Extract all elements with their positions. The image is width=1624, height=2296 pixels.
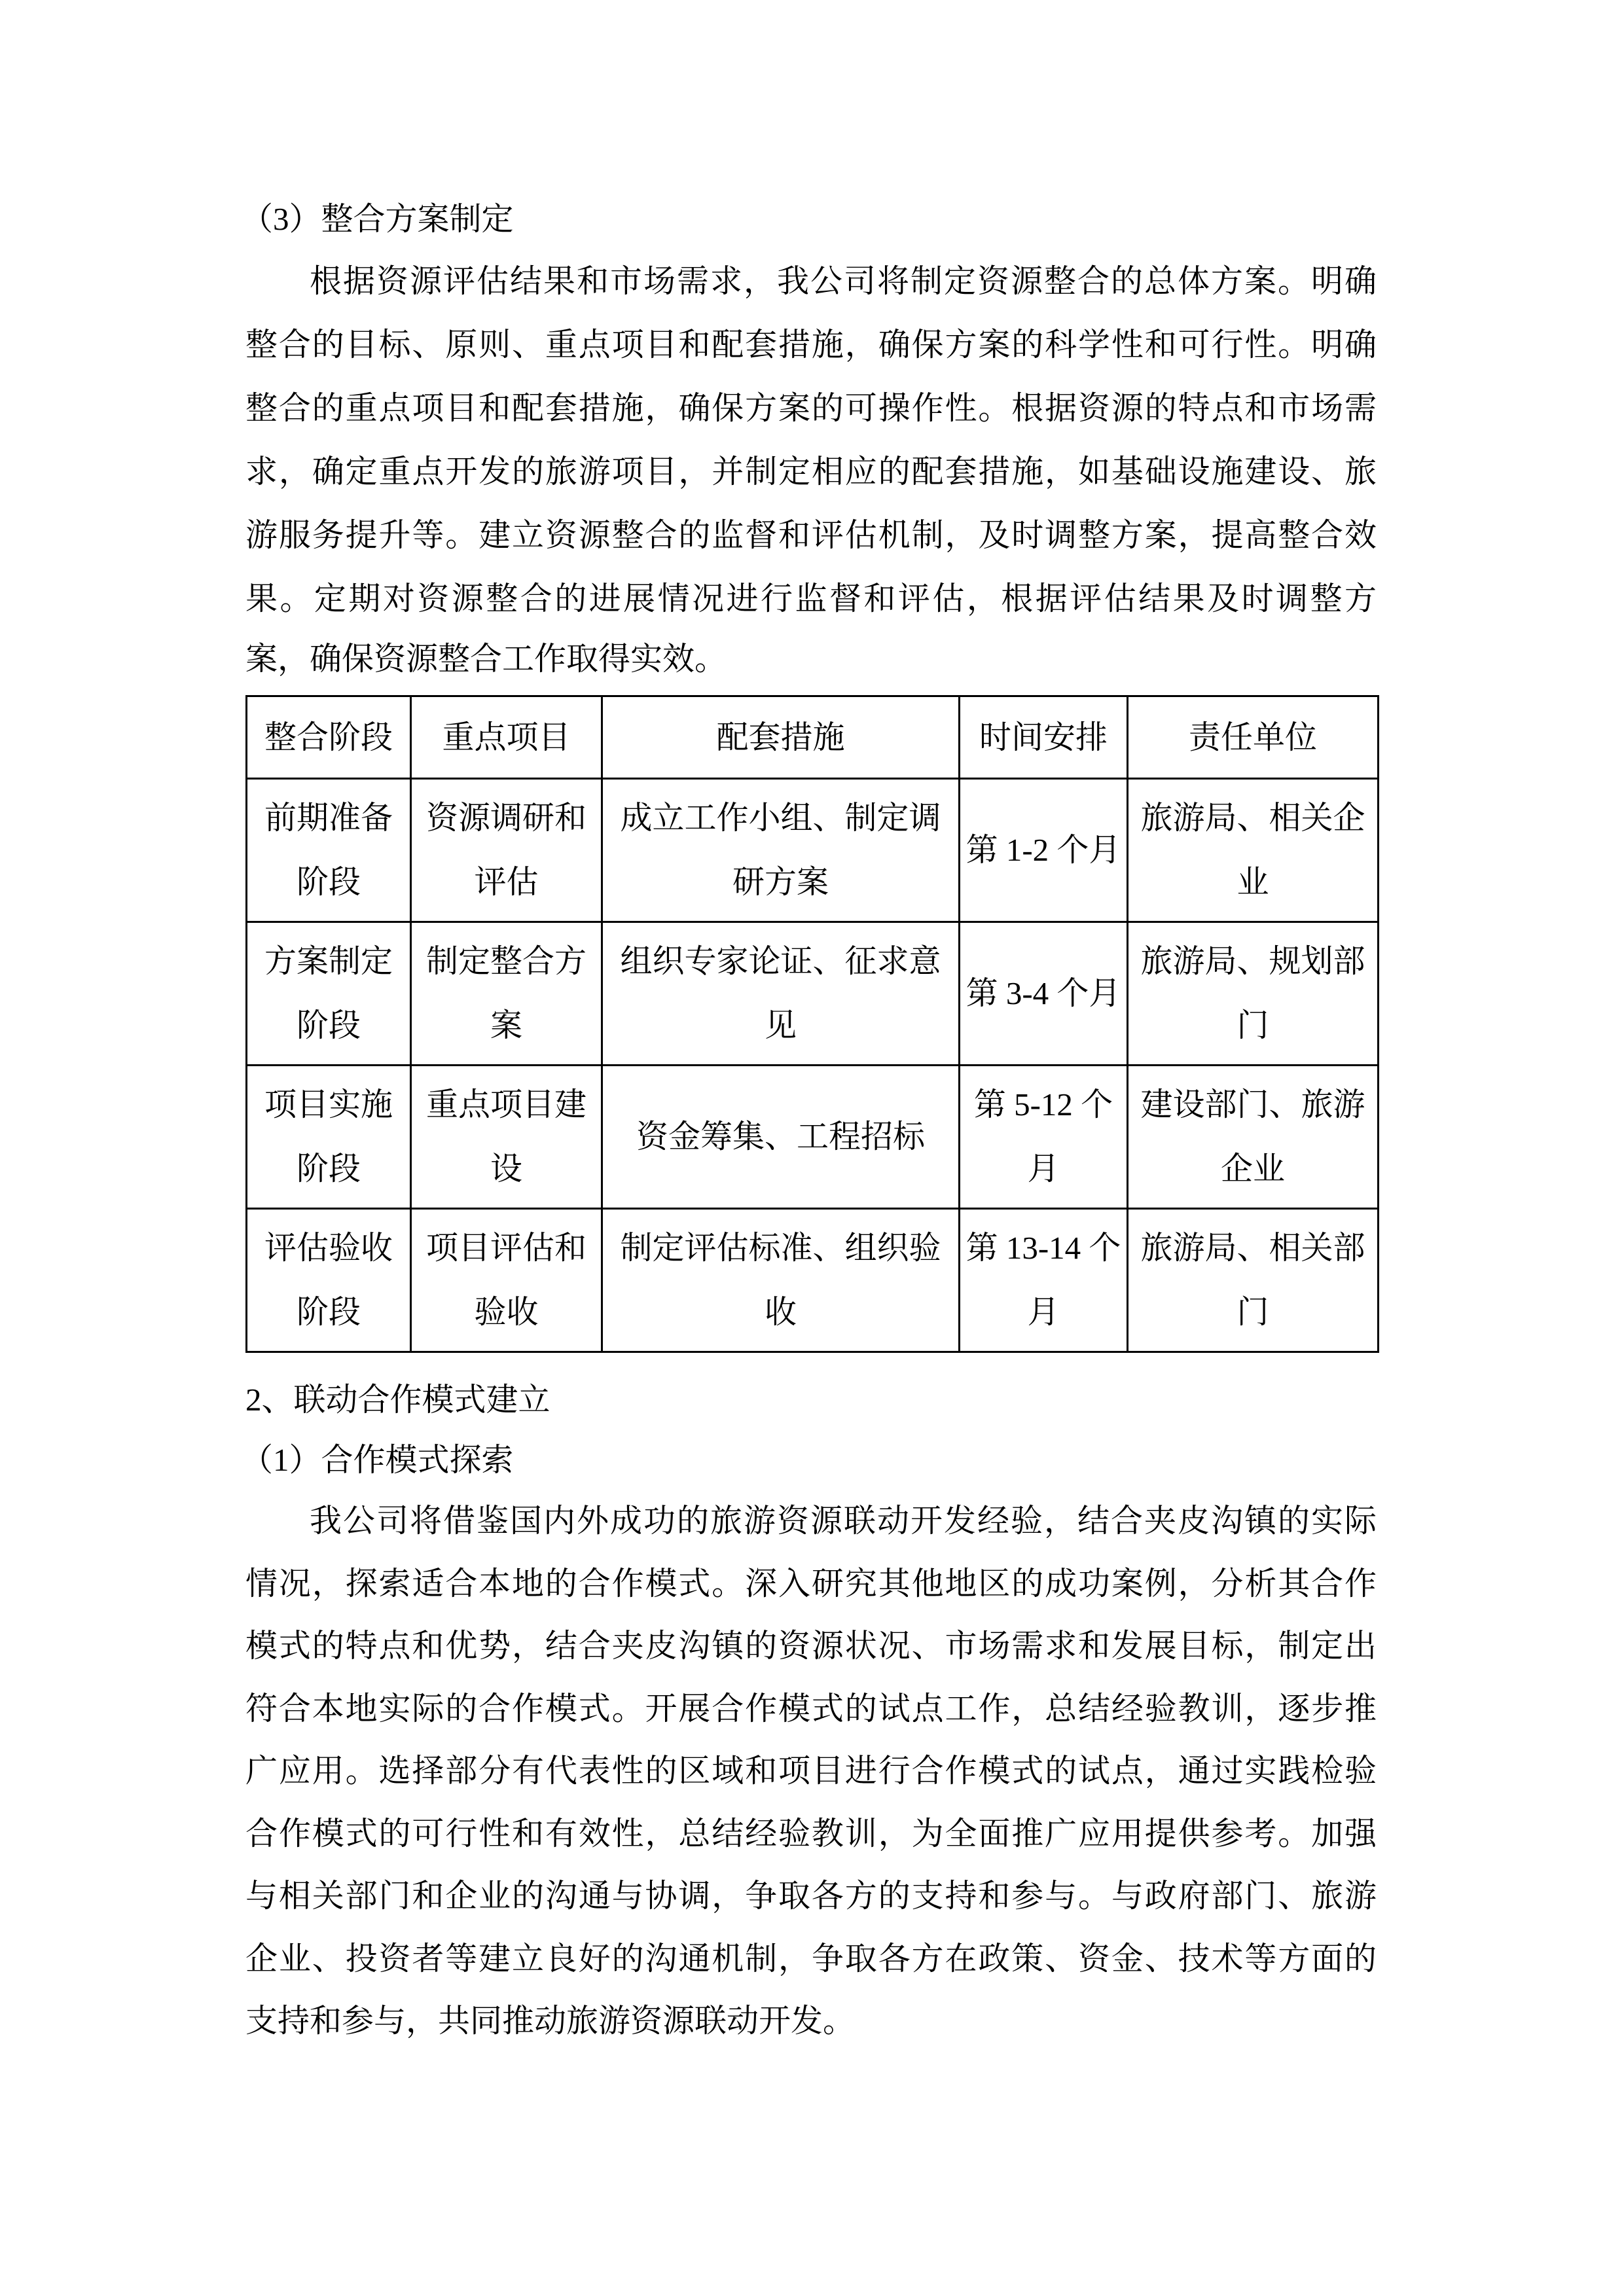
paragraph-line: 案，确保资源整合工作取得实效。 [245, 641, 727, 677]
table-cell: 前期准备 阶段 [247, 779, 411, 922]
paragraph-line: 情况，探索适合本地的合作模式。深入研究其他地区的成功案例，分析其合作 [245, 1566, 1377, 1602]
section-heading-2: 2、联动合作模式建立 [245, 1382, 550, 1418]
table-cell: 旅游局、规划部 门 [1128, 922, 1379, 1066]
table-row [247, 1066, 1379, 1209]
paragraph-line: 游服务提升等。建立资源整合的监督和评估机制，及时调整方案，提高整合效 [245, 517, 1377, 553]
table-cell: 成立工作小组、制定调 研方案 [602, 779, 960, 922]
integration-plan-table [245, 695, 1379, 1353]
table-cell: 资源调研和 评估 [411, 779, 602, 922]
table-cell: 第 13-14 个 月 [960, 1209, 1128, 1352]
table-cell: 第 1-2 个月 [960, 779, 1128, 922]
table-row [247, 779, 1379, 922]
paragraph-line: 符合本地实际的合作模式。开展合作模式的试点工作，总结经验教训，逐步推 [245, 1691, 1377, 1727]
paragraph-line: 企业、投资者等建立良好的沟通机制，争取各方在政策、资金、技术等方面的 [245, 1941, 1377, 1977]
table-row [247, 922, 1379, 1066]
table-cell: 项目实施 阶段 [247, 1066, 411, 1209]
paragraph-line: 与相关部门和企业的沟通与协调，争取各方的支持和参与。与政府部门、旅游 [245, 1878, 1377, 1914]
paragraph-line: 支持和参与，共同推动旅游资源联动开发。 [245, 2003, 856, 2039]
table-cell: 第 3-4 个月 [960, 922, 1128, 1066]
paragraph-line: 整合的目标、原则、重点项目和配套措施，确保方案的科学性和可行性。明确 [245, 327, 1377, 363]
paragraph-line: 根据资源评估结果和市场需求，我公司将制定资源整合的总体方案。明确 [310, 263, 1377, 299]
table-cell: 评估验收 阶段 [247, 1209, 411, 1352]
header-cell: 配套措施 [602, 696, 960, 779]
table-cell: 制定整合方 案 [411, 922, 602, 1066]
table-header-row [247, 696, 1379, 779]
table-cell: 重点项目建 设 [411, 1066, 602, 1209]
paragraph-line: 整合的重点项目和配套措施，确保方案的可操作性。根据资源的特点和市场需 [245, 390, 1377, 426]
table-cell: 组织专家论证、征求意 见 [602, 922, 960, 1066]
paragraph-line: 合作模式的可行性和有效性，总结经验教训，为全面推广应用提供参考。加强 [245, 1816, 1377, 1852]
table-cell: 项目评估和 验收 [411, 1209, 602, 1352]
paragraph-line: 果。定期对资源整合的进展情况进行监督和评估，根据评估结果及时调整方 [245, 581, 1377, 617]
paragraph-line: 求，确定重点开发的旅游项目，并制定相应的配套措施，如基础设施建设、旅 [245, 454, 1377, 490]
header-cell: 整合阶段 [247, 696, 411, 779]
table-cell: 建设部门、旅游 企业 [1128, 1066, 1379, 1209]
table-cell: 旅游局、相关企 业 [1128, 779, 1379, 922]
subsection-heading-1: （1）合作模式探索 [241, 1442, 514, 1478]
table-cell: 旅游局、相关部 门 [1128, 1209, 1379, 1352]
header-cell: 责任单位 [1128, 696, 1379, 779]
paragraph-line: 模式的特点和优势，结合夹皮沟镇的资源状况、市场需求和发展目标，制定出 [245, 1628, 1377, 1664]
table-cell: 第 5-12 个 月 [960, 1066, 1128, 1209]
table-row [247, 1209, 1379, 1352]
header-cell: 时间安排 [960, 696, 1128, 779]
header-cell: 重点项目 [411, 696, 602, 779]
paragraph-line: 广应用。选择部分有代表性的区域和项目进行合作模式的试点，通过实践检验 [245, 1753, 1377, 1789]
table-cell: 方案制定 阶段 [247, 922, 411, 1066]
table-cell: 制定评估标准、组织验 收 [602, 1209, 960, 1352]
paragraph-line: 我公司将借鉴国内外成功的旅游资源联动开发经验，结合夹皮沟镇的实际 [310, 1503, 1377, 1539]
section-heading-3: （3）整合方案制定 [241, 201, 514, 237]
table-cell: 资金筹集、工程招标 [602, 1066, 960, 1209]
